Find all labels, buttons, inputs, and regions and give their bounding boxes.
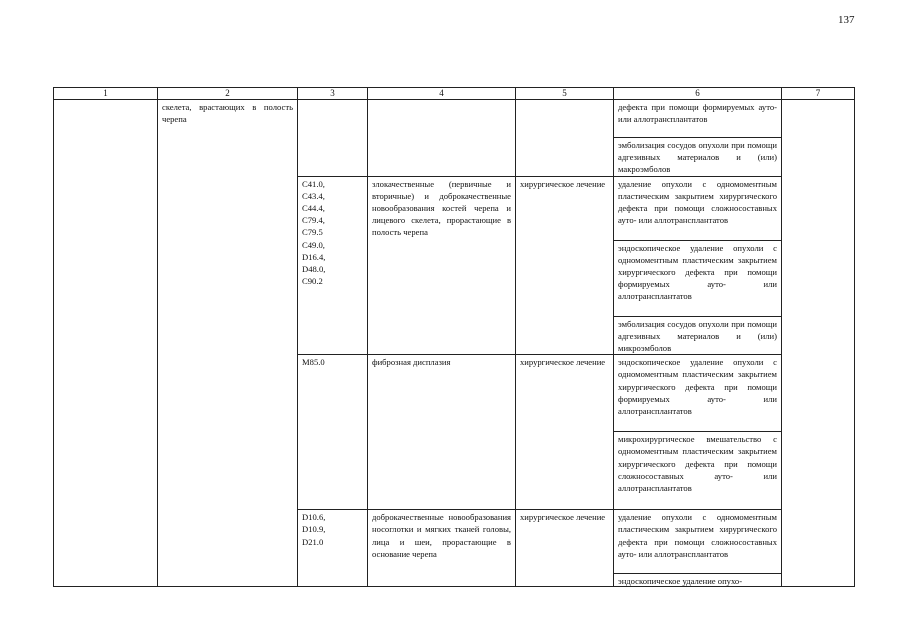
treatment-cell: хирургическое лечение: [516, 510, 614, 587]
column-1-cell: [54, 100, 158, 587]
method-cell: дефекта при помощи формируемых ауто- или аллотрансплантатов: [614, 100, 782, 138]
code-line: D48.0,: [302, 264, 326, 275]
medical-care-table: [53, 87, 855, 587]
method-cell: микрохирургическое вмешательство с одномоментным пластическим закрытием хирургического дефекта при помощи сложносоставных ауто- или аллотрансплантатов: [614, 432, 782, 510]
column-number: 3: [298, 88, 368, 100]
column-number-row: [54, 88, 855, 100]
column-number: 4: [368, 88, 516, 100]
column-number: 1: [54, 88, 158, 100]
method-cell: эндоскопическое удаление опухоли с одномоментным пластическим закрытием хирургического дефекта при помощи формируемых ауто- или аллотрансплантатов: [614, 355, 782, 432]
column-7-cell: [782, 100, 855, 587]
codes-cell: [298, 355, 368, 510]
column-number: 7: [782, 88, 855, 100]
method-cell: эндоскопическое удаление опухоли с одномоментным пластическим закрытием хирургического дефекта при помощи формируемых ауто- или аллотрансплантатов: [614, 240, 782, 316]
method-cell: удаление опухоли с одномоментным пластическим закрытием хирургического дефекта при помощи сложносоставных ауто- или аллотрансплантатов: [614, 176, 782, 240]
treatment-cell: хирургическое лечение: [516, 176, 614, 355]
method-cell-cut: [614, 574, 782, 587]
column-number: 5: [516, 88, 614, 100]
method-cell: эмболизация сосудов опухоли при помощи адгезивных материалов и (или) макроэмболов: [614, 138, 782, 177]
code-line: M85.0: [302, 357, 325, 368]
code-line: C79.5: [302, 227, 323, 238]
condition-continuation: скелета, врастающих в полость черепа: [158, 100, 298, 587]
condition-cell: фиброзная дисплазия: [368, 355, 516, 510]
column-number: 2: [158, 88, 298, 100]
code-line: D21.0: [302, 536, 324, 547]
code-line: C44.4,: [302, 203, 325, 214]
code-line: C90.2: [302, 276, 323, 287]
code-line: C43.4,: [302, 190, 325, 201]
codes-cell: [298, 100, 368, 177]
codes-cell: [298, 176, 368, 355]
code-line: D10.9,: [302, 524, 326, 535]
treatment-cell: хирургическое лечение: [516, 355, 614, 510]
code-line: D10.6,: [302, 512, 326, 523]
code-line: D16.4,: [302, 251, 326, 262]
method-text: эндоскопическое удаление опухо-: [618, 576, 743, 587]
condition-cell: доброкачественные новообразования носоглотки и мягких тканей головы, лица и шеи, прорастающие в основание черепа: [368, 510, 516, 587]
condition-cell: злокачественные (первичные и вторичные) и доброкачественные новообразования костей черепа и лицевого скелета, прорастающие в полость черепа: [368, 176, 516, 355]
code-line: C79.4,: [302, 215, 325, 226]
codes-cell: [298, 510, 368, 587]
page-number: 137: [838, 14, 855, 26]
condition-cell: [368, 100, 516, 177]
method-cell: удаление опухоли с одномоментным пластическим закрытием хирургического дефекта при помощи сложносоставных ауто- или аллотрансплантатов: [614, 510, 782, 574]
method-cell: эмболизация сосудов опухоли при помощи адгезивных материалов и (или) микроэмболов: [614, 316, 782, 355]
code-line: C49.0,: [302, 239, 325, 250]
column-number: 6: [614, 88, 782, 100]
treatment-cell: [516, 100, 614, 177]
code-line: C41.0,: [302, 178, 325, 189]
table-row: [54, 100, 855, 138]
